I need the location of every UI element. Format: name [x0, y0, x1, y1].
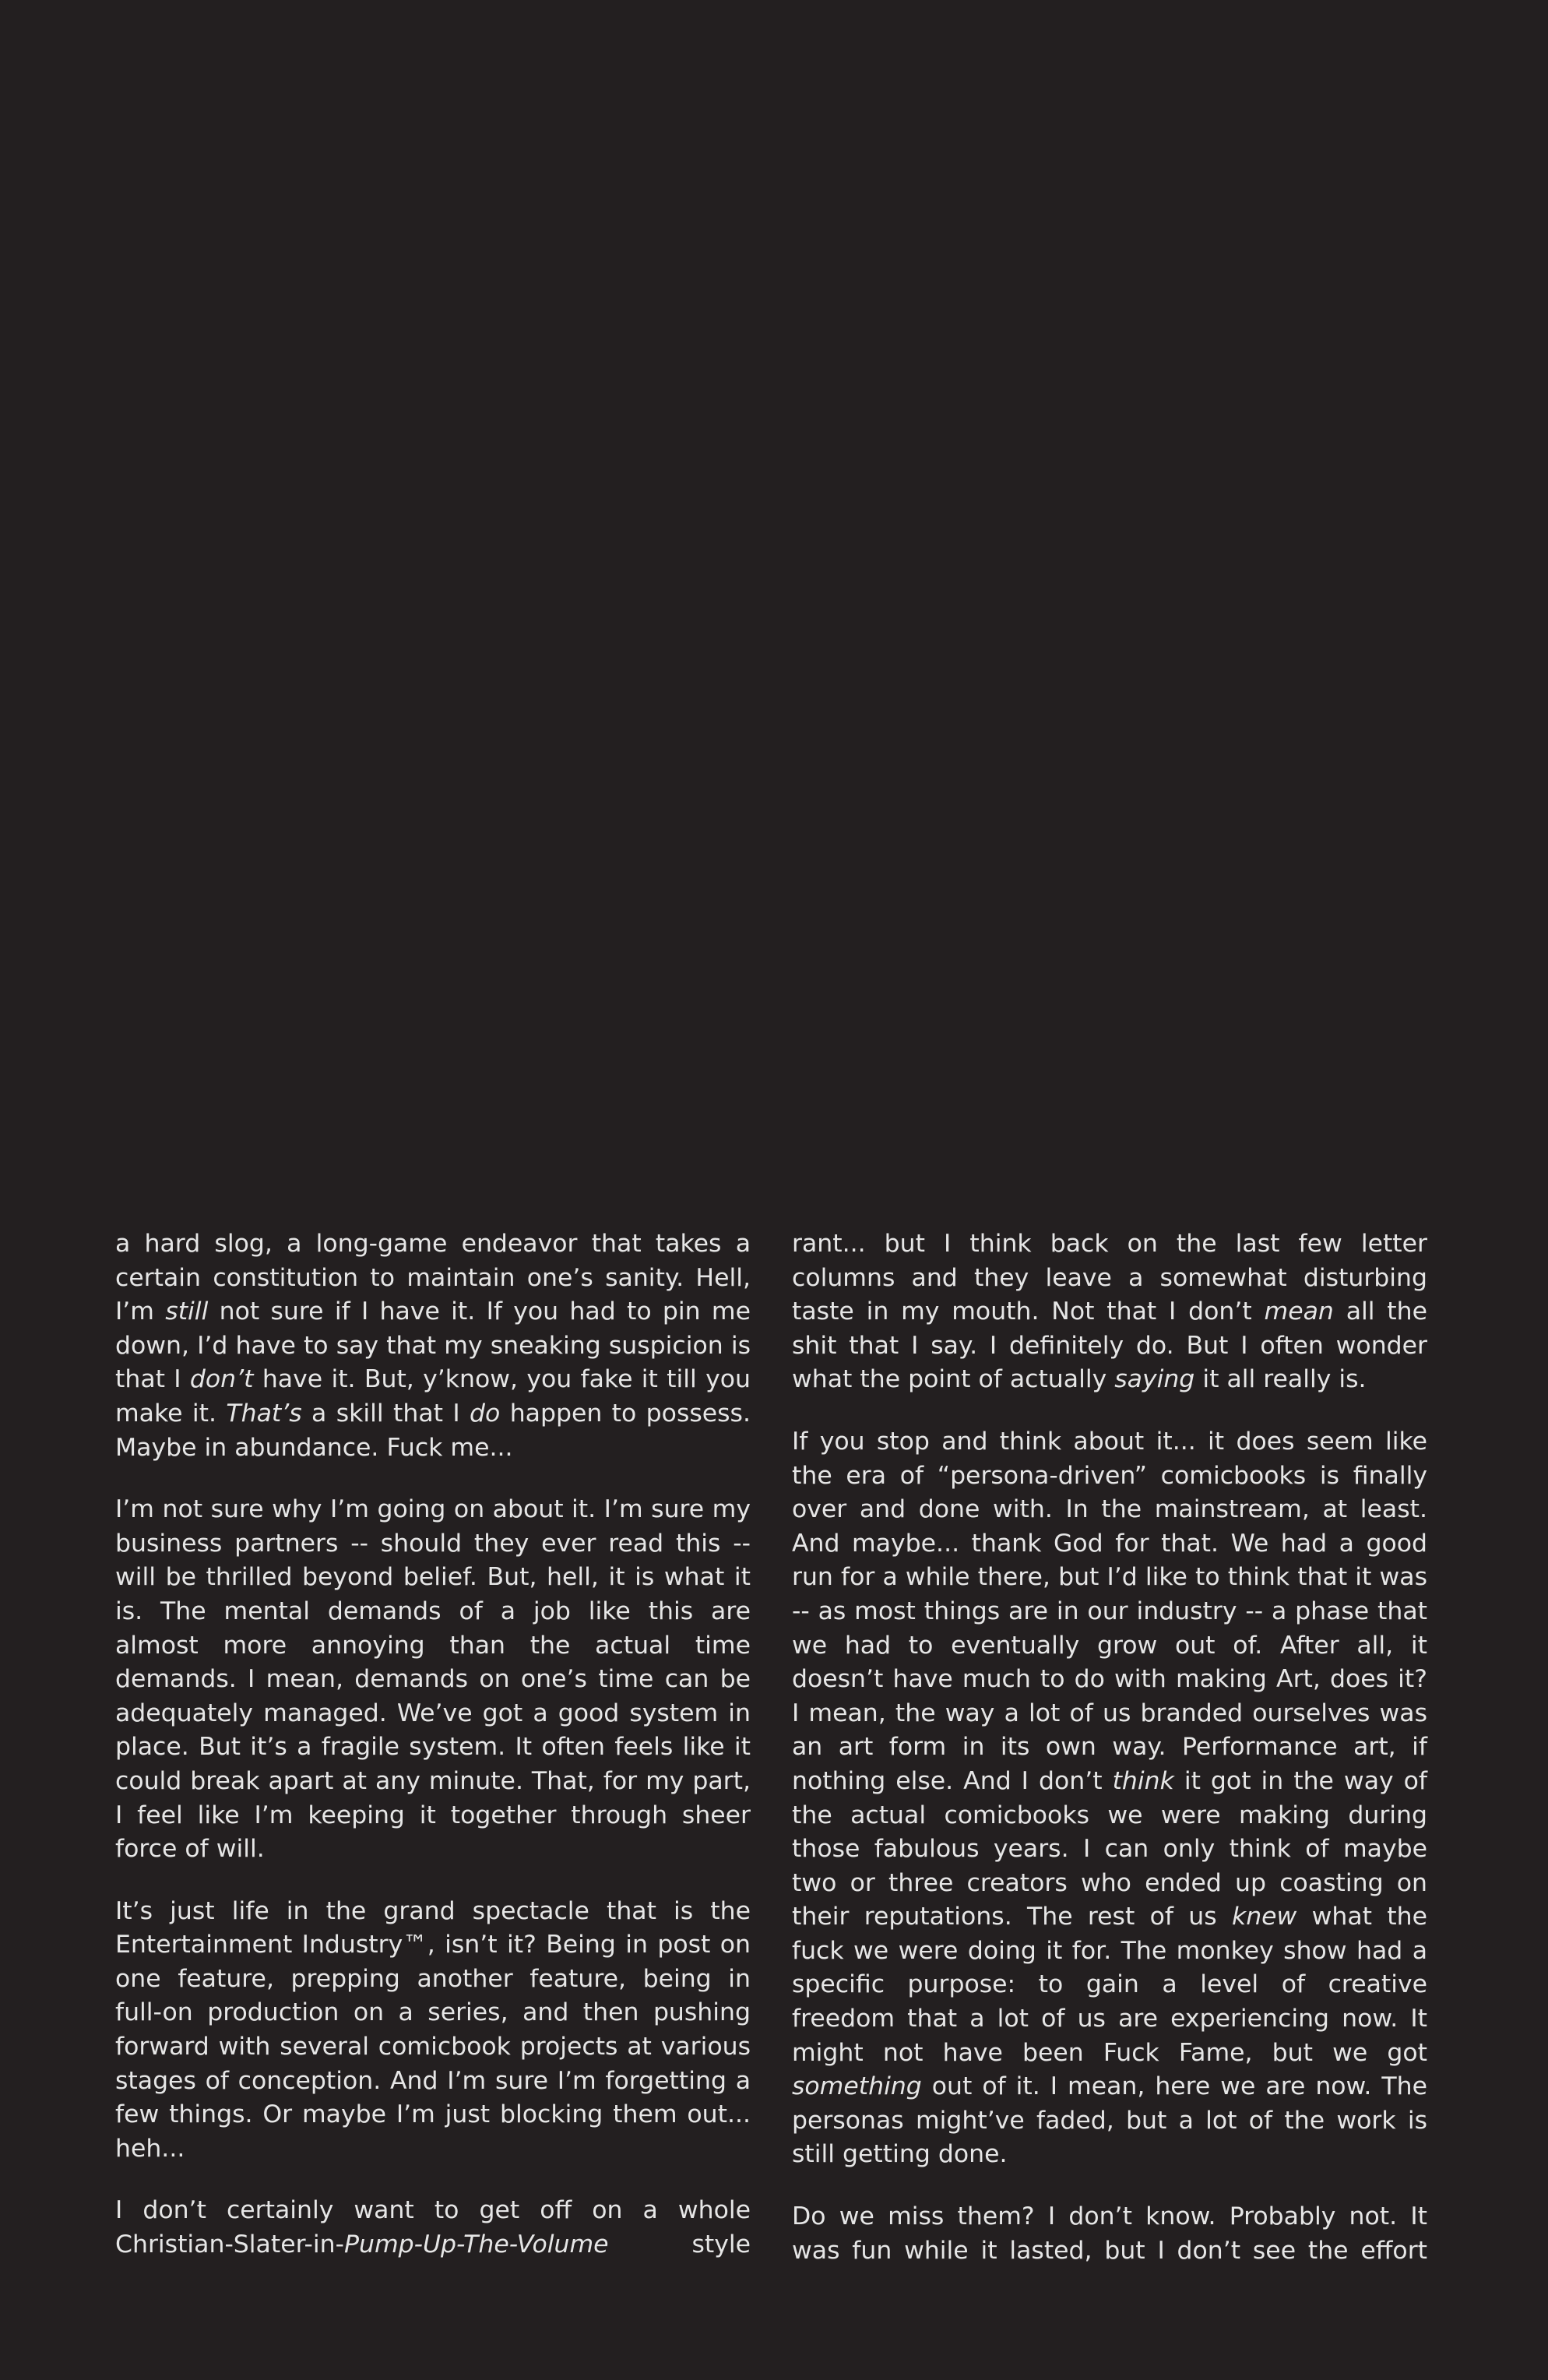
emphasis-text: That’s: [226, 1399, 302, 1428]
text-segment: it all really is.: [1194, 1365, 1367, 1394]
text-segment: all the shit that I say. I definitely do. But I often wonder what the point of actually: [792, 1297, 1427, 1394]
text-segment: Do we miss them? I don’t know. Probably not. It was fun while it lasted, but I don’t see the effort: [792, 2202, 1427, 2265]
text-segment: I’m not sure why I’m going on about it. I’m sure my business partners -- should they ever read this -- will be thrilled beyond belief. But, hell, it is what it is. The mental demands of a job like this are almost more annoying than the actual time demands. I mean, demands on one’s time can be adequately managed. We’ve got a good system in place. But it’s a fragile system. It often feels like it could break apart at any minute. That, for my part, I feel like I’m keeping it together through sheer force of will.: [115, 1495, 751, 1864]
text-segment: I don’t certainly want to get off on a whole Christian-Slater-in-: [115, 2196, 751, 2259]
text-segment: If you stop and think about it... it does seem like the era of “persona-driven” comicbooks is finally over and done with. In the mainstream, at least. And maybe... thank God for that. We had a good run for a while there, but I’d like to think that it was -- as most things are in our industry -- a phase that we had to eventually grow out of. After all, it doesn’t have much to do with making Art, does it? I mean, the way a lot of us branded ourselves was an art form in its own way. Performance art, if nothing else. And I don’t: [792, 1427, 1427, 1795]
emphasis-text: think: [1112, 1766, 1174, 1795]
text-segment: it got in the way of the actual comicbooks we were making during those fabulous years. I can only think of maybe two or three creators who ended up coasting on their reputations. The rest of us: [792, 1766, 1427, 1931]
emphasis-text: saying: [1114, 1365, 1195, 1394]
text-segment: happen to possess. Maybe in abundance. Fuck me...: [115, 1399, 751, 1462]
text-segment: a skill that I: [301, 1399, 470, 1428]
emphasis-text: still: [165, 1297, 209, 1326]
text-segment: It’s just life in the grand spectacle that is the Entertainment Industry™, isn’t it? Being in post on one feature, prepping another feature, being in full-on production on a series, and then pushing forward with several comicbook projects at various stages of conception. And I’m sure I’m forgetting a few things. Or maybe I’m just blocking them out... heh...: [115, 1896, 751, 2163]
left-text-column: [115, 1227, 751, 2262]
emphasis-text: knew: [1231, 1903, 1297, 1931]
paragraph: [115, 1227, 751, 1465]
text-segment: a hard slog, a long-game endeavor that takes a certain constitution to maintain one’s sanity. Hell, I’m: [115, 1230, 751, 1326]
text-segment: rant... but I think back on the last few letter columns and they leave a somewhat disturbing taste in my mouth. Not that I don’t: [792, 1230, 1427, 1326]
paragraph: [115, 2194, 751, 2262]
paragraph: [792, 1425, 1427, 2172]
right-text-column: [792, 1227, 1427, 2268]
text-segment: style: [608, 2230, 751, 2259]
text-segment: out of it. I mean, here we are now. The personas might’ve faded, but a lot of the work is still getting done.: [792, 2072, 1427, 2169]
emphasis-text: do: [470, 1399, 501, 1428]
paragraph: [115, 1493, 751, 1867]
paragraph: [792, 1227, 1427, 1397]
text-segment: have it. But, y’know, you fake it till you make it.: [115, 1365, 751, 1428]
paragraph: [792, 2200, 1427, 2268]
text-segment: what the fuck we were doing it for. The monkey show had a specific purpose: to gain a level of creative freedom that a lot of us are experiencing now. It might not have been Fuck Fame, but we got: [792, 1903, 1427, 2067]
emphasis-text: don’t: [189, 1365, 254, 1394]
emphasis-text: Pump-Up-The-Volume: [343, 2230, 609, 2259]
paragraph: [115, 1895, 751, 2167]
emphasis-text: something: [792, 2072, 922, 2101]
emphasis-text: mean: [1264, 1297, 1334, 1326]
text-segment: not sure if I have it. If you had to pin me down, I’d have to say that my sneaking suspicion is that I: [115, 1297, 751, 1394]
